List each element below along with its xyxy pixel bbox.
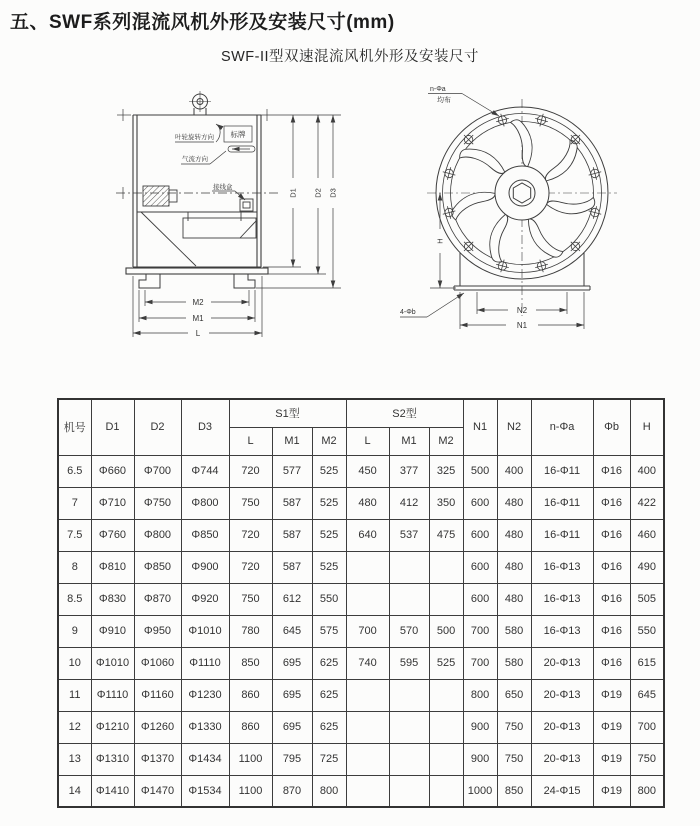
table-row <box>58 743 664 775</box>
table-cell: Φ850 <box>134 551 181 583</box>
table-cell: 10 <box>58 647 91 679</box>
table-cell: 16-Φ13 <box>531 583 593 615</box>
header-n2: N2 <box>497 399 531 455</box>
table-cell: Φ700 <box>134 455 181 487</box>
table-cell: 422 <box>630 487 664 519</box>
table-cell: 625 <box>312 711 346 743</box>
table-cell: 700 <box>630 711 664 743</box>
dim-l-label: L <box>195 329 201 338</box>
table-cell: 850 <box>497 775 531 807</box>
table-cell <box>429 711 463 743</box>
table-cell: 577 <box>272 455 312 487</box>
table-cell: 400 <box>497 455 531 487</box>
header-phi-b: Φb <box>593 399 630 455</box>
table-cell: 750 <box>497 711 531 743</box>
table-cell: 412 <box>389 487 429 519</box>
figure-subtitle: SWF-II型双速混流风机外形及安装尺寸 <box>220 49 480 65</box>
table-cell: 800 <box>312 775 346 807</box>
nameplate-label: 标牌 <box>230 130 246 139</box>
table-cell: 480 <box>346 487 389 519</box>
dim-n2-label: N2 <box>516 306 528 315</box>
table-cell <box>389 711 429 743</box>
table-cell: 14 <box>58 775 91 807</box>
table-cell: 587 <box>272 551 312 583</box>
table-cell: Φ800 <box>181 487 229 519</box>
table-cell: 325 <box>429 455 463 487</box>
table-row <box>58 455 664 487</box>
table-cell: 7 <box>58 487 91 519</box>
table-cell: 20-Φ13 <box>531 743 593 775</box>
table-cell: Φ16 <box>593 615 630 647</box>
table-cell: Φ710 <box>91 487 134 519</box>
table-cell: Φ800 <box>134 519 181 551</box>
header-n1: N1 <box>463 399 497 455</box>
table-cell: Φ16 <box>593 551 630 583</box>
table-cell: Φ910 <box>91 615 134 647</box>
table-row <box>58 519 664 551</box>
table-cell: Φ950 <box>134 615 181 647</box>
table-row <box>58 615 664 647</box>
table-cell: 587 <box>272 487 312 519</box>
table-cell: 1100 <box>229 775 272 807</box>
table-cell: Φ19 <box>593 775 630 807</box>
table-row <box>58 711 664 743</box>
table-cell: 20-Φ13 <box>531 711 593 743</box>
table-cell: 860 <box>229 679 272 711</box>
dim-m1-label: M1 <box>192 314 204 323</box>
table-cell: Φ1010 <box>181 615 229 647</box>
table-cell: 11 <box>58 679 91 711</box>
header-s1-m1: M1 <box>272 427 312 455</box>
table-cell: 720 <box>229 551 272 583</box>
table-cell: Φ16 <box>593 583 630 615</box>
table-cell <box>346 711 389 743</box>
table-cell: 12 <box>58 711 91 743</box>
table-cell: 500 <box>463 455 497 487</box>
table-cell: 695 <box>272 711 312 743</box>
header-n-phi-a: n-Φa <box>531 399 593 455</box>
table-cell: 740 <box>346 647 389 679</box>
table-cell: 900 <box>463 711 497 743</box>
table-cell: 16-Φ13 <box>531 615 593 647</box>
header-h: H <box>630 399 664 455</box>
table-cell: 13 <box>58 743 91 775</box>
table-cell: 480 <box>497 551 531 583</box>
dim-n1-label: N1 <box>516 321 528 330</box>
reference-marks <box>116 109 280 199</box>
table-cell <box>346 743 389 775</box>
evenly-spaced-label: 均布 <box>437 97 451 104</box>
table-cell <box>429 775 463 807</box>
table-cell <box>429 551 463 583</box>
table-cell: Φ1210 <box>91 711 134 743</box>
table-header <box>58 399 664 455</box>
table-cell <box>346 551 389 583</box>
table-cell: 24-Φ15 <box>531 775 593 807</box>
table-cell: 525 <box>429 647 463 679</box>
table-cell: Φ19 <box>593 711 630 743</box>
table-cell: 377 <box>389 455 429 487</box>
page-title: 五、SWF系列混流风机外形及安装尺寸(mm) <box>10 12 395 33</box>
header-s1-group: S1型 <box>229 399 346 427</box>
table-cell: Φ1230 <box>181 679 229 711</box>
table-cell: 750 <box>630 743 664 775</box>
table-cell: Φ1370 <box>134 743 181 775</box>
table-cell: Φ850 <box>181 519 229 551</box>
table-cell: 8 <box>58 551 91 583</box>
table-cell: Φ16 <box>593 519 630 551</box>
table-cell: 600 <box>463 551 497 583</box>
table-cell: 1000 <box>463 775 497 807</box>
table-cell <box>389 679 429 711</box>
table-row <box>58 775 664 807</box>
table-cell: 9 <box>58 615 91 647</box>
table-cell: 750 <box>497 743 531 775</box>
side-view-drawing <box>100 82 360 347</box>
table-cell: 400 <box>630 455 664 487</box>
table-cell: Φ1060 <box>134 647 181 679</box>
table-cell: 550 <box>630 615 664 647</box>
header-s2-m2: M2 <box>429 427 463 455</box>
header-s1-m2: M2 <box>312 427 346 455</box>
table-cell: 595 <box>389 647 429 679</box>
table-cell: 550 <box>312 583 346 615</box>
table-cell: 16-Φ11 <box>531 487 593 519</box>
junction-box-label: 接线盒 <box>213 184 233 191</box>
table-cell: Φ900 <box>181 551 229 583</box>
mounting-feet <box>139 274 255 288</box>
table-row <box>58 583 664 615</box>
table-cell: 625 <box>312 647 346 679</box>
table-cell <box>389 583 429 615</box>
table-cell: 600 <box>463 519 497 551</box>
table-cell <box>429 743 463 775</box>
table-cell: 615 <box>630 647 664 679</box>
table-cell: 640 <box>346 519 389 551</box>
header-s2-l: L <box>346 427 389 455</box>
table-cell: 525 <box>312 519 346 551</box>
table-cell: Φ19 <box>593 743 630 775</box>
table-cell: 600 <box>463 583 497 615</box>
table-cell: 860 <box>229 711 272 743</box>
table-cell: Φ1410 <box>91 775 134 807</box>
table-cell: Φ1330 <box>181 711 229 743</box>
table-cell: 580 <box>497 615 531 647</box>
table-cell: Φ830 <box>91 583 134 615</box>
table-row <box>58 487 664 519</box>
dimension-table <box>57 398 665 808</box>
dim-d1-label: D1 <box>288 188 298 198</box>
table-cell: Φ1010 <box>91 647 134 679</box>
table-cell: 525 <box>312 551 346 583</box>
table-cell: Φ810 <box>91 551 134 583</box>
table-cell: Φ1160 <box>134 679 181 711</box>
table-cell: 900 <box>463 743 497 775</box>
table-cell: 700 <box>346 615 389 647</box>
table-cell: 350 <box>429 487 463 519</box>
table-cell: 695 <box>272 647 312 679</box>
hole-callouts <box>400 94 499 318</box>
table-cell: 20-Φ13 <box>531 647 593 679</box>
table-cell: 480 <box>497 487 531 519</box>
table-cell: 450 <box>346 455 389 487</box>
table-cell: Φ1310 <box>91 743 134 775</box>
header-s2-group: S2型 <box>346 399 463 427</box>
table-cell: 580 <box>497 647 531 679</box>
header-d3: D3 <box>181 399 229 455</box>
table-cell: 750 <box>229 583 272 615</box>
lifting-eye-icon <box>189 91 211 115</box>
table-cell: 475 <box>429 519 463 551</box>
table-cell: 525 <box>312 455 346 487</box>
table-cell: 8.5 <box>58 583 91 615</box>
impeller-rotation-label: 叶轮旋转方向 <box>175 134 214 141</box>
table-cell: 780 <box>229 615 272 647</box>
table-cell: Φ660 <box>91 455 134 487</box>
header-model: 机号 <box>58 399 91 455</box>
diameter-dimensions <box>256 115 341 288</box>
table-cell <box>389 743 429 775</box>
table-cell: 460 <box>630 519 664 551</box>
table-body <box>58 455 664 807</box>
table-cell: 600 <box>463 487 497 519</box>
dim-d2-label: D2 <box>313 188 323 198</box>
table-cell: Φ744 <box>181 455 229 487</box>
table-cell: 20-Φ13 <box>531 679 593 711</box>
table-cell: 505 <box>630 583 664 615</box>
dim-h-label: H <box>435 238 445 244</box>
table-cell: 570 <box>389 615 429 647</box>
front-view-drawing <box>395 80 660 350</box>
table-cell: 16-Φ13 <box>531 551 593 583</box>
table-cell: 800 <box>630 775 664 807</box>
table-cell: 6.5 <box>58 455 91 487</box>
table-cell: 575 <box>312 615 346 647</box>
table-cell: 16-Φ11 <box>531 519 593 551</box>
table-cell: 645 <box>630 679 664 711</box>
dim-m2-label: M2 <box>192 298 204 307</box>
table-cell: Φ1534 <box>181 775 229 807</box>
table-row <box>58 647 664 679</box>
table-cell: 850 <box>229 647 272 679</box>
table-cell: 587 <box>272 519 312 551</box>
table-cell: Φ870 <box>134 583 181 615</box>
table-cell <box>346 583 389 615</box>
dim-d3-label: D3 <box>328 188 338 198</box>
header-s1-l: L <box>229 427 272 455</box>
table-cell: 750 <box>229 487 272 519</box>
table-cell: Φ750 <box>134 487 181 519</box>
table-cell: 480 <box>497 583 531 615</box>
table-cell: 490 <box>630 551 664 583</box>
table-cell: 725 <box>312 743 346 775</box>
motor-assembly <box>137 186 257 266</box>
table-cell: 537 <box>389 519 429 551</box>
table-cell: 795 <box>272 743 312 775</box>
table-cell: 800 <box>463 679 497 711</box>
table-cell: 650 <box>497 679 531 711</box>
table-cell: Φ1260 <box>134 711 181 743</box>
table-cell: 700 <box>463 615 497 647</box>
table-cell: Φ1110 <box>181 647 229 679</box>
table-cell: 720 <box>229 455 272 487</box>
table-cell: 645 <box>272 615 312 647</box>
table-cell: Φ16 <box>593 647 630 679</box>
header-d2: D2 <box>134 399 181 455</box>
table-cell: 870 <box>272 775 312 807</box>
table-cell: 16-Φ11 <box>531 455 593 487</box>
base-holes-label: 4-Φb <box>400 309 416 316</box>
table-cell: Φ760 <box>91 519 134 551</box>
table-cell: Φ16 <box>593 487 630 519</box>
table-cell: 525 <box>312 487 346 519</box>
table-cell <box>346 679 389 711</box>
airflow-label: 气流方向 <box>182 156 208 163</box>
table-cell: 500 <box>429 615 463 647</box>
table-cell <box>389 551 429 583</box>
table-cell <box>429 679 463 711</box>
flange-holes-label: n-Φa <box>430 86 446 93</box>
table-cell: Φ1110 <box>91 679 134 711</box>
table-cell: Φ16 <box>593 455 630 487</box>
table-cell: 1100 <box>229 743 272 775</box>
table-cell <box>346 775 389 807</box>
table-cell: 7.5 <box>58 519 91 551</box>
table-row <box>58 551 664 583</box>
table-cell <box>389 775 429 807</box>
table-cell: Φ1470 <box>134 775 181 807</box>
table-cell: 720 <box>229 519 272 551</box>
table-cell: 480 <box>497 519 531 551</box>
table-row <box>58 679 664 711</box>
table-cell: 700 <box>463 647 497 679</box>
header-s2-m1: M1 <box>389 427 429 455</box>
table-cell: Φ19 <box>593 679 630 711</box>
table-cell: 612 <box>272 583 312 615</box>
header-d1: D1 <box>91 399 134 455</box>
table-cell: 695 <box>272 679 312 711</box>
table-cell: 625 <box>312 679 346 711</box>
junction-box <box>240 199 253 211</box>
table-cell <box>429 583 463 615</box>
table-cell: Φ920 <box>181 583 229 615</box>
table-cell: Φ1434 <box>181 743 229 775</box>
